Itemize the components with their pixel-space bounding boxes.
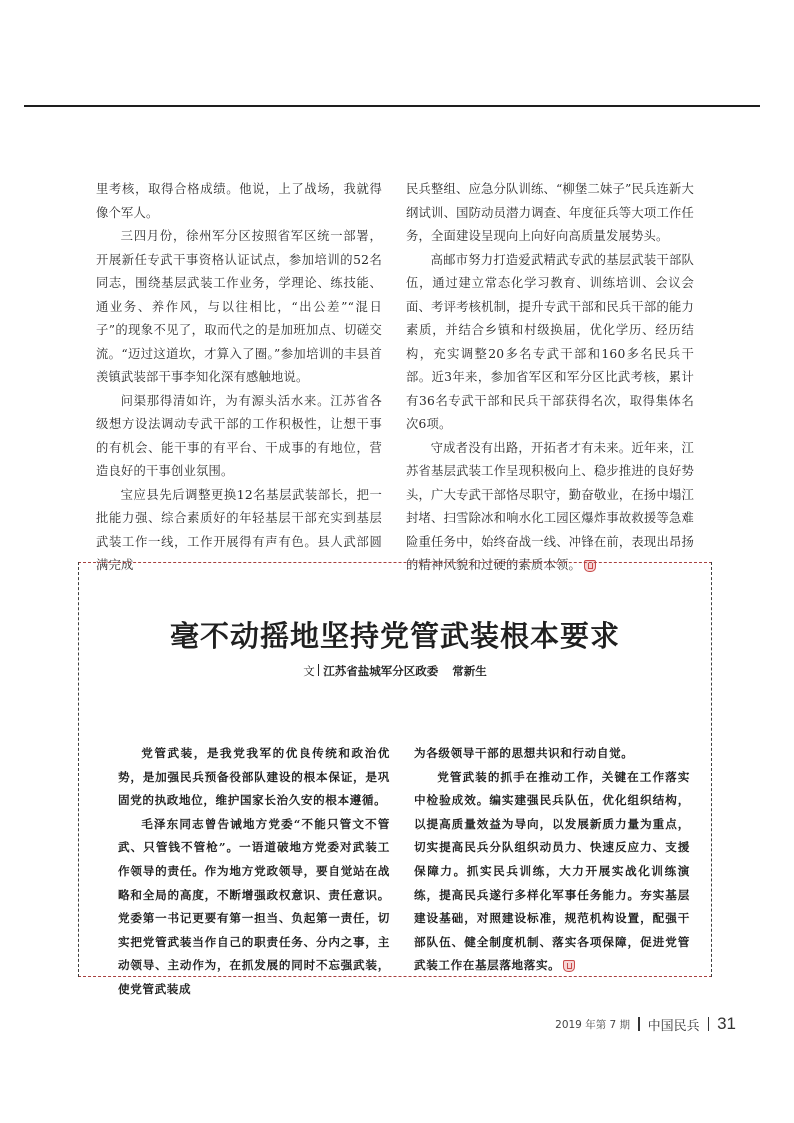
- byline-author: 江苏省盐城军分区政委: [323, 664, 439, 678]
- boxed-article-right-column: [414, 742, 690, 978]
- paragraph: 毛泽东同志曾告诫地方党委“不能只管文不管武、只管钱不管枪”。一语道破地方党委对武装工作领导的责任。作为地方党政领导，要自觉站在战略和全局的高度，不断增强政权意识、责任意识。党委第一书记更要有第一担当、负起第一责任，切实把党管武装当作自己的职责任务、分内之事，主动领导、主动作为，在抓发展的同时不忘强武装，使党管武装成: [118, 816, 390, 996]
- issue-label: 2019 年第 7 期: [555, 1018, 631, 1031]
- header-rule: [24, 105, 760, 107]
- article-byline: [78, 663, 712, 679]
- upper-article-right-column: [406, 178, 694, 578]
- paragraph: 高邮市努力打造爱武精武专武的基层武装干部队伍，通过建立常态化学习教育、训练培训、会议会面、考评考核机制，提升专武干部和民兵干部的能力素质，并结合乡镇和村级换届，优化学历、经历结构，充实调整20多名专武干部和160多名民兵干部。近3年来，参加省军区和军分区比武考核，累计有36名专武干部和民兵干部获得名次，取得集体名次6项。: [406, 252, 694, 431]
- boxed-article-left-column: [118, 742, 390, 1002]
- paragraph: 党管武装，是我党我军的优良传统和政治优势，是加强民兵预备役部队建设的根本保证，是巩固党的执政地位，维护国家长治久安的根本遵循。: [118, 746, 390, 808]
- article-title: 毫不动摇地坚持党管武装根本要求: [169, 619, 620, 653]
- byline-prefix: 文: [303, 664, 315, 678]
- magazine-logo-icon: [563, 960, 575, 972]
- footer-divider: [638, 1017, 640, 1031]
- paragraph-text: 党管武装的抓手在推动工作，关键在工作落实中检验成效。编实建强民兵队伍，优化组织结构，以提高质量效益为导向，以发展新质力量为重点，切实提高民兵分队组织动员力、快速反应力、支援保障力。抓实民兵训练，大力开展实战化训练演练，提高民兵遂行多样化军事任务能力。夯实基层建设基础，对照建设标准，规范机构设置，配强干部队伍、健全制度机制、落实各项保障，促进党管武装工作在基层落地落实。: [414, 769, 690, 973]
- paragraph: 里考核，取得合格成绩。他说，上了战场，我就得像个军人。: [96, 182, 382, 220]
- magazine-name: 中国民兵: [647, 1018, 700, 1034]
- page-number: 31: [717, 1014, 736, 1033]
- boxed-article: [78, 562, 712, 996]
- paragraph: 宝应县先后调整更换12名基层武装部长，把一批能力强、综合素质好的年轻基层干部充实到基层武装工作一线，工作开展得有声有色。县人武部圆满完成: [96, 487, 382, 572]
- upper-article-left-column: [96, 178, 382, 578]
- byline-name: 常新生: [452, 664, 487, 678]
- paragraph-text: 守成者没有出路，开拓者才有未来。近年来，江苏省基层武装工作呈现积极向上、稳步推进的良好势头，广大专武干部恪尽职守，勤奋敬业，在扬中塌江封堵、扫雪除冰和响水化工园区爆炸事故救援等急难险重任务中，始终奋战一线、冲锋在前，表现出昂扬的精神风貌和过硬的素质本领。: [406, 440, 694, 572]
- box-border-top: [78, 562, 712, 563]
- paragraph: 问渠那得清如许，为有源头活水来。江苏省各级想方设法调动专武干部的工作积极性，让想干事的有机会、能干事的有平台、干成事的有地位，营造良好的干事创业氛围。: [96, 393, 382, 478]
- paragraph: 民兵整组、应急分队训练、“柳堡二妹子”民兵连新大纲试训、国防动员潜力调查、年度征兵等大项工作任务，全面建设呈现向上向好向高质量发展势头。: [406, 182, 694, 243]
- paragraph: 三四月份，徐州军分区按照省军区统一部署，开展新任专武干事资格认证试点，参加培训的52名同志，围绕基层武装工作业务，学理论、练技能、通业务、养作风，与以往相比，“出公差”“混日子”的现象不见了，取而代之的是加班加点、切磋交流。“迈过这道坎，才算入了圈。”参加培训的丰县首羡镇武装部干事李知化深有感触地说。: [96, 229, 382, 384]
- byline-divider: [318, 664, 320, 676]
- paragraph-last: [414, 766, 690, 978]
- page-footer: [555, 1014, 736, 1034]
- paragraph-last: [406, 437, 694, 578]
- footer-divider: [708, 1017, 710, 1031]
- paragraph: 为各级领导干部的思想共识和行动自觉。: [414, 746, 634, 760]
